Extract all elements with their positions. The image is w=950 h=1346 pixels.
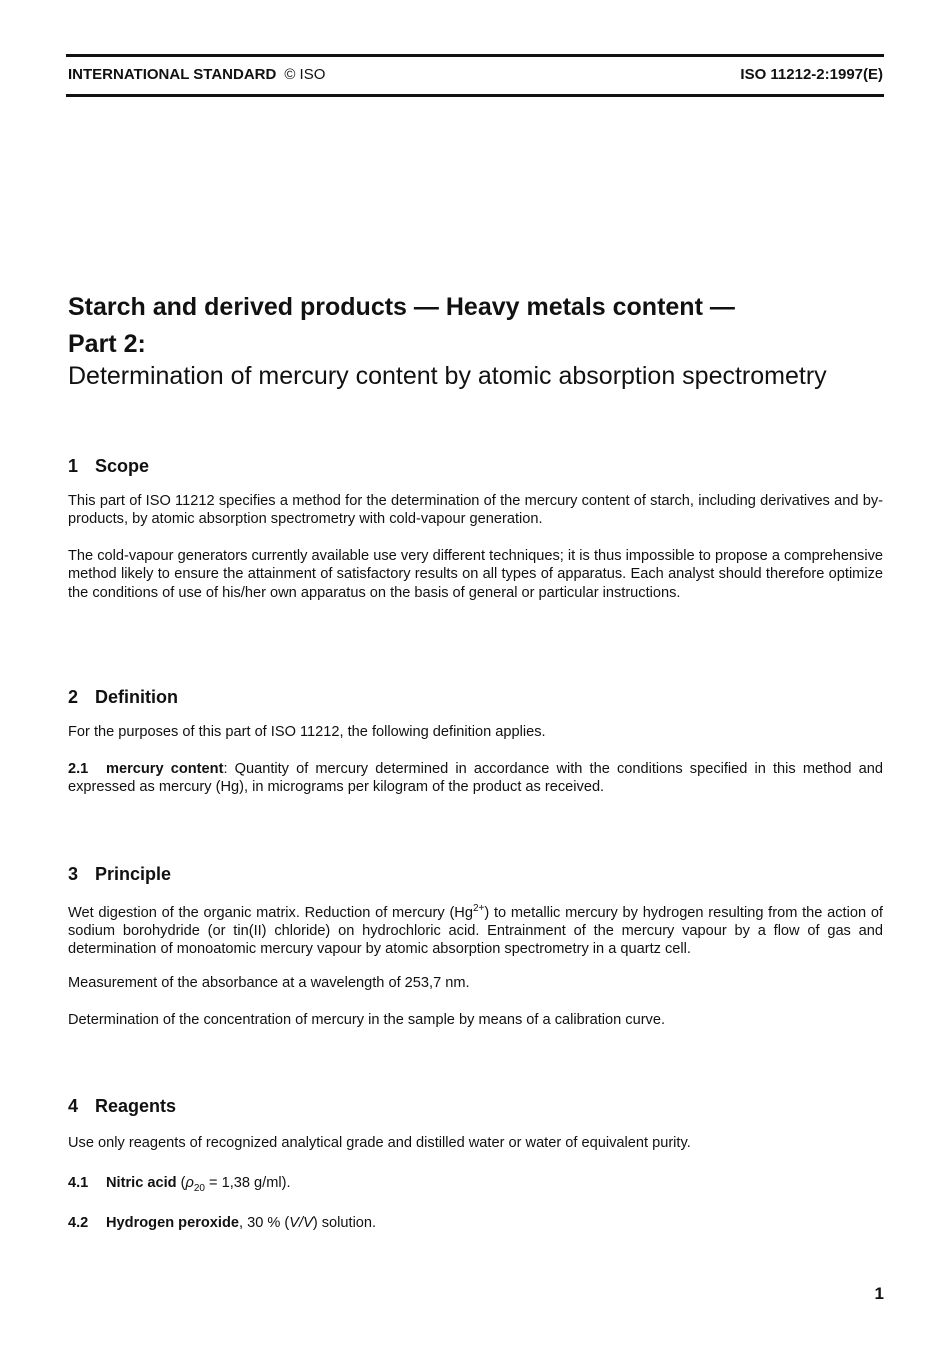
clause-2-1 [68,760,883,797]
clause-2-1-number: 2.1 [68,761,89,777]
section-4-number: 4 [68,1096,79,1116]
section-1-number: 1 [68,456,79,476]
scope-paragraph-2: The cold-vapour generators currently available use very different techniques; it is thus impossible to propose a comprehensive method likely to ensure the attainment of satisfactory results on all types of apparatus. Each analyst should therefore optimize the conditions of use of his/her own apparatus on the basis of general or particular instructions. [68,548,883,601]
reagents-intro: Use only reagents of recognized analytical grade and distilled water or water of equivalent purity. [68,1135,691,1151]
principle-paragraph-1 [68,900,883,959]
definition-intro: For the purposes of this part of ISO 11212, the following definition applies. [68,724,546,740]
section-2-heading [68,687,178,708]
header-doc-id: ISO 11212-2:1997(E) [740,66,883,83]
subtitle: Determination of mercury content by atomic absorption spectrometry [68,362,827,390]
principle-p1-start: Wet digestion of the organic matrix. Reduction of mercury (Hg [68,904,473,921]
header-standard-label: INTERNATIONAL STANDARD [68,66,277,83]
clause-4-1-number: 4.1 [68,1175,89,1191]
part-label: Part 2: [68,330,146,358]
principle-paragraph-2: Measurement of the absorbance at a wavelength of 253,7 nm. [68,975,470,991]
principle-p1-end: ) to metallic mercury by hydrogen resulting from the action of sodium borohydride (or tin(II) chloride) on hydrochloric acid. Entrainment of the mercury vapour by a flow of gas and determination of monoatomic mercury vapour by atomic absorption spectrometry in a quartz cell. [68,904,883,958]
clause-2-1-term: mercury content [106,761,224,777]
clause-4-1-rest: = 1,38 g/ml). [204,1175,291,1191]
main-title: Starch and derived products — Heavy metals content — [68,293,735,321]
clause-4-1 [68,1174,883,1198]
header-top-rule [66,54,884,57]
clause-4-2-unit: V/V [289,1215,313,1231]
section-1-title: Scope [95,456,150,476]
clause-4-1-rho: ρ [185,1175,194,1191]
principle-paragraph-3: Determination of the concentration of mercury in the sample by means of a calibration curve. [68,1012,666,1028]
clause-4-2-mid: , 30 % ( [239,1215,290,1231]
header-copyright: © ISO [284,66,326,83]
clause-4-2-number: 4.2 [68,1215,89,1231]
section-4-heading [68,1096,176,1117]
clause-4-2-term: Hydrogen peroxide [106,1215,239,1231]
section-3-title: Principle [95,864,172,884]
clause-4-2 [68,1214,883,1232]
clause-4-1-open: ( [176,1175,186,1191]
section-2-title: Definition [95,687,178,707]
page-number: 1 [874,1284,884,1303]
header-left [68,66,325,83]
clause-2-1-text: : Quantity of mercury determined in accordance with the conditions specified in this method and expressed as mercury (Hg), in micrograms per kilogram of the product as received. [68,761,883,796]
section-3-heading [68,864,171,885]
section-3-number: 3 [68,864,79,884]
header-bottom-rule [66,94,884,97]
clause-4-1-subscript: 20 [193,1182,205,1194]
section-2-number: 2 [68,687,79,707]
clause-4-2-end: ) solution. [312,1215,377,1231]
scope-paragraph-1: This part of ISO 11212 specifies a method for the determination of the mercury content of starch, including derivatives and by-products, by atomic absorption spectrometry with cold-vapour generation. [68,493,883,528]
clause-4-1-term: Nitric acid [106,1175,177,1191]
principle-p1-superscript: 2+ [472,903,485,914]
section-1-heading [68,456,149,477]
title-block [68,290,888,392]
section-4-title: Reagents [95,1096,177,1116]
